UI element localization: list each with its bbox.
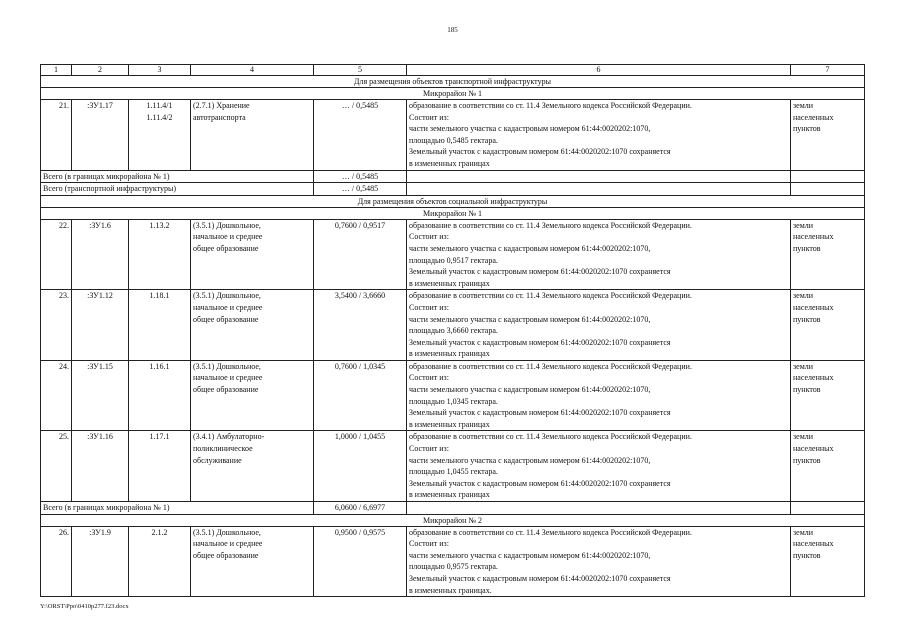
zone-reference: 1.11.4/1 1.11.4/2 xyxy=(129,100,191,171)
total-label: Всего (в границах микрорайона № 1) xyxy=(41,502,314,515)
table-row xyxy=(41,526,865,597)
district-title: Микрорайон № 1 xyxy=(41,207,865,219)
total-label: Всего (в границах микрорайона № 1) xyxy=(41,170,314,183)
col-header-5: 5 xyxy=(314,65,407,76)
row-number: 21. xyxy=(41,100,72,171)
plot-code: :ЗУ1.9 xyxy=(72,526,129,597)
district-title: Микрорайон № 2 xyxy=(41,514,865,526)
formation-description: образование в соответствии со ст. 11.4 Земельного кодекса Российской Федерации. Состоит из: части земельного участка с кадастровым номером 61:44:0020202:1070, площадью 0,9517 гектара. Земельный участок с кадастровым номером 61:44:0020202:1070 сохраняется в измененных границах xyxy=(407,219,791,290)
zone-reference: 1.18.1 xyxy=(129,290,191,361)
section-title-transport: Для размещения объектов транспортной инфраструктуры xyxy=(41,76,865,88)
table-row xyxy=(41,360,865,431)
plot-area: 0,7600 / 0,9517 xyxy=(314,219,407,290)
plot-code: :ЗУ1.16 xyxy=(72,431,129,502)
permitted-use: (3.4.1) Амбулаторно- поликлиническое обслуживание xyxy=(191,431,314,502)
land-category: земли населенных пунктов xyxy=(791,290,865,361)
zone-reference: 2.1.2 xyxy=(129,526,191,597)
formation-description: образование в соответствии со ст. 11.4 Земельного кодекса Российской Федерации. Состоит из: части земельного участка с кадастровым номером 61:44:0020202:1070, площадью 1,0345 гектара. Земельный участок с кадастровым номером 61:44:0020202:1070 сохраняется в измененных границах xyxy=(407,360,791,431)
plot-code: :ЗУ1.12 xyxy=(72,290,129,361)
permitted-use: (2.7.1) Хранение автотранспорта xyxy=(191,100,314,171)
plot-area: 1,0000 / 1,0455 xyxy=(314,431,407,502)
land-category: земли населенных пунктов xyxy=(791,219,865,290)
district-title: Микрорайон № 1 xyxy=(41,88,865,100)
row-number: 23. xyxy=(41,290,72,361)
col-header-7: 7 xyxy=(791,65,865,76)
permitted-use: (3.5.1) Дошкольное, начальное и среднее общее образование xyxy=(191,360,314,431)
total-row xyxy=(41,183,865,196)
table-row xyxy=(41,100,865,171)
section-row xyxy=(41,76,865,88)
col-header-2: 2 xyxy=(72,65,129,76)
section-row xyxy=(41,195,865,207)
plot-code: :ЗУ1.17 xyxy=(72,100,129,171)
file-path-footer: Y:\ORST\Ppo\0410p277.f23.docx xyxy=(40,603,129,610)
total-row xyxy=(41,502,865,515)
formation-description: образование в соответствии со ст. 11.4 Земельного кодекса Российской Федерации. Состоит из: части земельного участка с кадастровым номером 61:44:0020202:1070, площадью 0,5485 гектара. Земельный участок с кадастровым номером 61:44:0020202:1070 сохраняется в измененных границах xyxy=(407,100,791,171)
district-row xyxy=(41,207,865,219)
land-category: земли населенных пунктов xyxy=(791,431,865,502)
col-header-6: 6 xyxy=(407,65,791,76)
plot-code: :ЗУ1.15 xyxy=(72,360,129,431)
plot-area: 0,7600 / 1,0345 xyxy=(314,360,407,431)
col-header-3: 3 xyxy=(129,65,191,76)
table-row xyxy=(41,219,865,290)
permitted-use: (3.5.1) Дошкольное, начальное и среднее общее образование xyxy=(191,526,314,597)
plot-area: 3,5400 / 3,6660 xyxy=(314,290,407,361)
total-label: Всего (транспортной инфраструктуры) xyxy=(41,183,314,196)
section-title-social: Для размещения объектов социальной инфраструктуры xyxy=(41,195,865,207)
permitted-use: (3.5.1) Дошкольное, начальное и среднее общее образование xyxy=(191,219,314,290)
table-row xyxy=(41,431,865,502)
col-header-4: 4 xyxy=(191,65,314,76)
row-number: 22. xyxy=(41,219,72,290)
land-category: земли населенных пунктов xyxy=(791,526,865,597)
district-row xyxy=(41,88,865,100)
col-header-1: 1 xyxy=(41,65,72,76)
row-number: 26. xyxy=(41,526,72,597)
row-number: 25. xyxy=(41,431,72,502)
zone-reference: 1.17.1 xyxy=(129,431,191,502)
permitted-use: (3.5.1) Дошкольное, начальное и среднее общее образование xyxy=(191,290,314,361)
total-row xyxy=(41,170,865,183)
table-row xyxy=(41,290,865,361)
zone-reference: 1.13.2 xyxy=(129,219,191,290)
formation-description: образование в соответствии со ст. 11.4 Земельного кодекса Российской Федерации. Состоит из: части земельного участка с кадастровым номером 61:44:0020202:1070, площадью 3,6660 гектара. Земельный участок с кадастровым номером 61:44:0020202:1070 сохраняется в измененных границах xyxy=(407,290,791,361)
zone-reference: 1.16.1 xyxy=(129,360,191,431)
plot-area: … / 0,5485 xyxy=(314,100,407,171)
page-number: 185 xyxy=(447,26,458,34)
land-category: земли населенных пунктов xyxy=(791,360,865,431)
formation-description: образование в соответствии со ст. 11.4 Земельного кодекса Российской Федерации. Состоит из: части земельного участка с кадастровым номером 61:44:0020202:1070, площадью 0,9575 гектара. Земельный участок с кадастровым номером 61:44:0020202:1070 сохраняется в измененных границах. xyxy=(407,526,791,597)
land-plots-table xyxy=(40,64,865,597)
land-category: земли населенных пунктов xyxy=(791,100,865,171)
total-value: 6,0600 / 6,6977 xyxy=(314,502,407,515)
row-number: 24. xyxy=(41,360,72,431)
formation-description: образование в соответствии со ст. 11.4 Земельного кодекса Российской Федерации. Состоит из: части земельного участка с кадастровым номером 61:44:0020202:1070, площадью 1,0455 гектара. Земельный участок с кадастровым номером 61:44:0020202:1070 сохраняется в измененных границах xyxy=(407,431,791,502)
total-value: … / 0,5485 xyxy=(314,183,407,196)
plot-area: 0,9500 / 0,9575 xyxy=(314,526,407,597)
district-row xyxy=(41,514,865,526)
plot-code: :ЗУ1.6 xyxy=(72,219,129,290)
total-value: … / 0,5485 xyxy=(314,170,407,183)
column-number-header xyxy=(41,65,865,76)
